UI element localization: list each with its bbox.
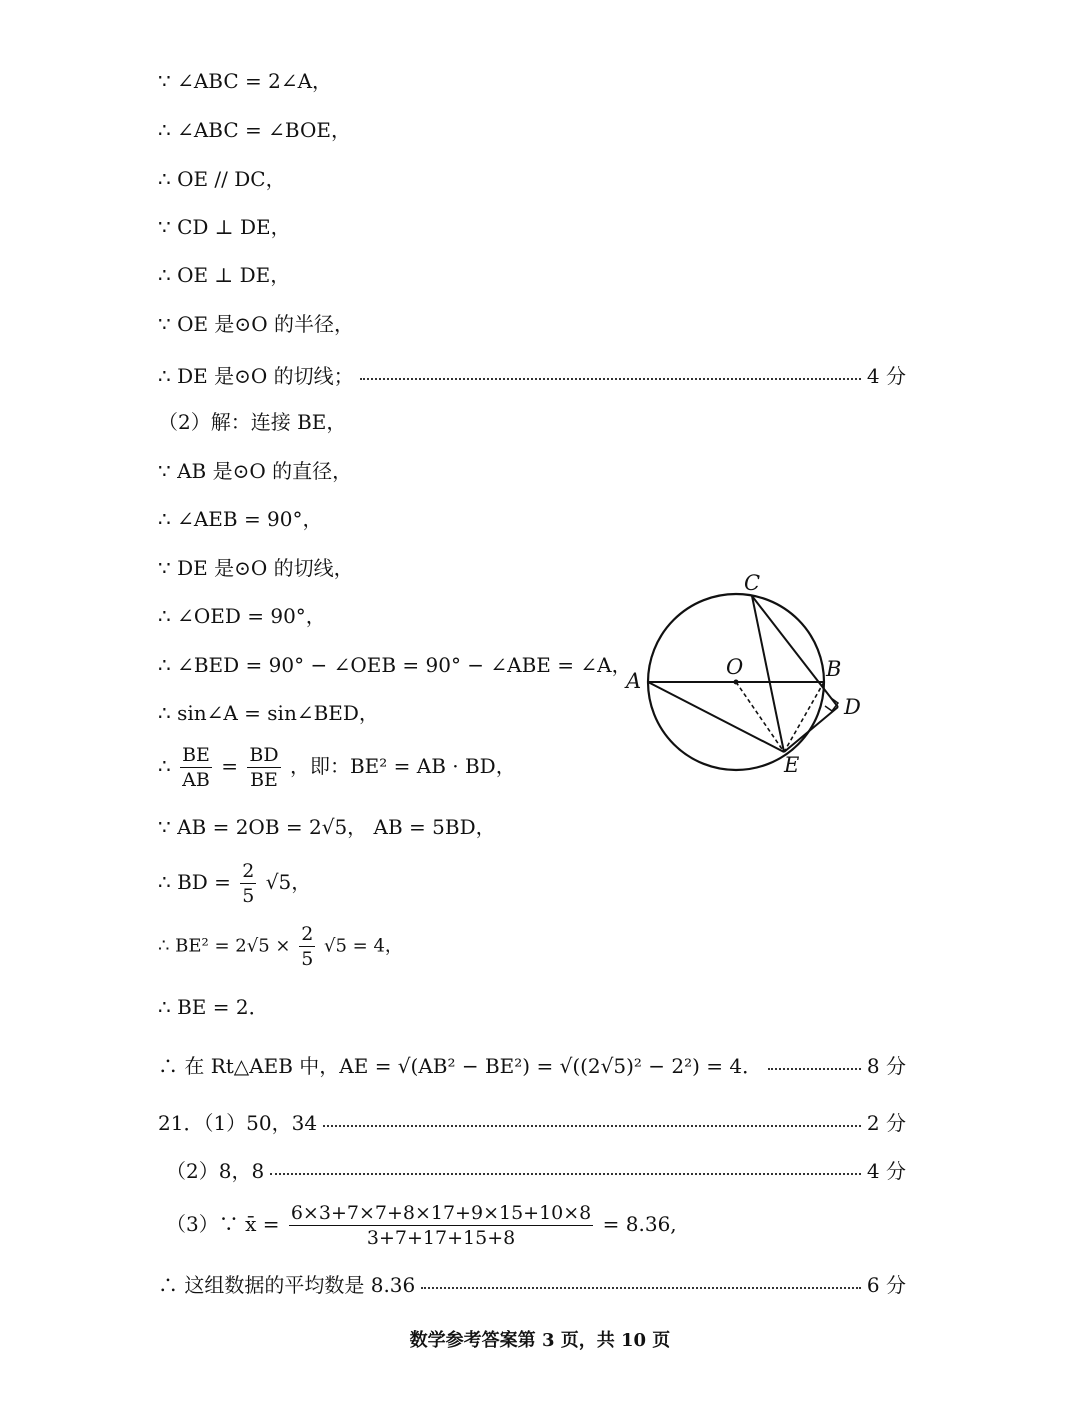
mean-fraction — [289, 1201, 593, 1250]
fraction-numerator: 2 — [301, 923, 314, 945]
segment-be — [784, 682, 824, 752]
line-17 — [158, 858, 311, 908]
equals-sign: = — [221, 754, 239, 778]
circle-geometry-diagram — [612, 566, 882, 786]
leader-dots — [270, 1173, 861, 1175]
score-8: 8 分 — [866, 1054, 906, 1078]
line-9: ∵ AB 是⊙O 的直径， — [158, 459, 353, 483]
line-20 — [158, 1050, 906, 1079]
line-12: ∴ ∠OED = 90°， — [158, 604, 326, 628]
score-4: 4 分 — [866, 364, 906, 388]
fraction-bd-be — [247, 743, 280, 792]
line-21 — [158, 1107, 906, 1136]
line-18-pre: ∴ BE² = 2√5 × — [158, 935, 291, 957]
page-footer: 数学参考答案第 3 页，共 10 页 — [409, 1330, 671, 1351]
center-point-o — [734, 680, 739, 685]
line-7-text: ∴ DE 是⊙O 的切线； — [158, 364, 354, 388]
line-7 — [158, 360, 906, 389]
label-a: A — [626, 669, 642, 693]
line-24 — [158, 1269, 906, 1298]
line-6: ∵ OE 是⊙O 的半径， — [158, 312, 354, 336]
fraction-denominator: AB — [182, 769, 210, 791]
score-4: 4 分 — [866, 1159, 906, 1183]
fraction-numerator: BD — [249, 744, 279, 766]
fraction-be-ab — [180, 743, 212, 792]
line-13: ∴ ∠BED = 90° − ∠OEB = 90° − ∠ABE = ∠A， — [158, 653, 632, 677]
line-5: ∴ OE ⊥ DE， — [158, 263, 291, 287]
leader-dots — [360, 378, 861, 380]
score-6: 6 分 — [866, 1273, 906, 1297]
line-19: ∴ BE = 2． — [158, 995, 269, 1019]
line-18 — [158, 922, 403, 971]
score-2: 2 分 — [866, 1111, 906, 1135]
line-16: ∵ AB = 2OB = 2√5， AB = 5BD， — [158, 815, 496, 839]
line-18-post: √5 = 4， — [324, 935, 403, 957]
fraction-denominator: 3+7+17+15+8 — [366, 1227, 516, 1249]
leader-dots — [421, 1287, 861, 1289]
fraction-numerator: 2 — [242, 860, 255, 882]
label-o: O — [726, 655, 744, 679]
line-8: （2）解：连接 BE， — [158, 410, 347, 434]
fraction-numerator: 6×3+7×7+8×17+9×15+10×8 — [290, 1202, 592, 1224]
line-10: ∴ ∠AEB = 90°， — [158, 507, 323, 531]
fraction-denominator: 5 — [301, 948, 314, 970]
question-21-answer-1: 21．（1）50，34 — [158, 1111, 318, 1135]
question-21-answer-2: （2）8，8 — [166, 1159, 265, 1183]
line-17-post: √5， — [265, 870, 312, 894]
line-14: ∴ sin∠A = sin∠BED， — [158, 701, 379, 725]
label-d: D — [844, 695, 861, 719]
fraction-two-fifths — [299, 922, 315, 971]
label-e: E — [784, 753, 800, 777]
fraction-two-fifths — [240, 859, 256, 908]
fraction-denominator: BE — [250, 769, 278, 791]
line-23-post: = 8.36, — [602, 1212, 677, 1236]
leader-dots — [768, 1068, 861, 1070]
fraction-numerator: BE — [182, 744, 210, 766]
line-15 — [158, 742, 516, 792]
line-20-text: ∴ 在 Rt△AEB 中，AE = √(AB² − BE²) = √((2√5)² − 2²) = 4． — [158, 1054, 763, 1078]
segment-ae — [648, 682, 784, 752]
mean-conclusion: ∴ 这组数据的平均数是 8.36 — [158, 1273, 416, 1297]
line-11: ∵ DE 是⊙O 的切线， — [158, 556, 354, 580]
line-4: ∵ CD ⊥ DE， — [158, 215, 291, 239]
segment-cd — [752, 596, 838, 707]
line-22 — [166, 1155, 906, 1184]
line-23 — [166, 1196, 677, 1252]
line-15-pre: ∴ — [158, 754, 171, 778]
line-17-pre: ∴ BD = — [158, 870, 231, 894]
line-23-pre: （3）∵ x̄ = — [166, 1212, 280, 1236]
label-b: B — [826, 657, 842, 681]
line-15-post: ，即：BE² = AB · BD， — [289, 754, 516, 778]
segment-de — [784, 707, 838, 752]
line-2: ∴ ∠ABC = ∠BOE， — [158, 118, 351, 142]
fraction-denominator: 5 — [242, 885, 255, 907]
line-1: ∵ ∠ABC = 2∠A， — [158, 69, 333, 93]
label-c: C — [744, 571, 761, 595]
leader-dots — [323, 1125, 861, 1127]
line-3: ∴ OE // DC， — [158, 167, 286, 191]
